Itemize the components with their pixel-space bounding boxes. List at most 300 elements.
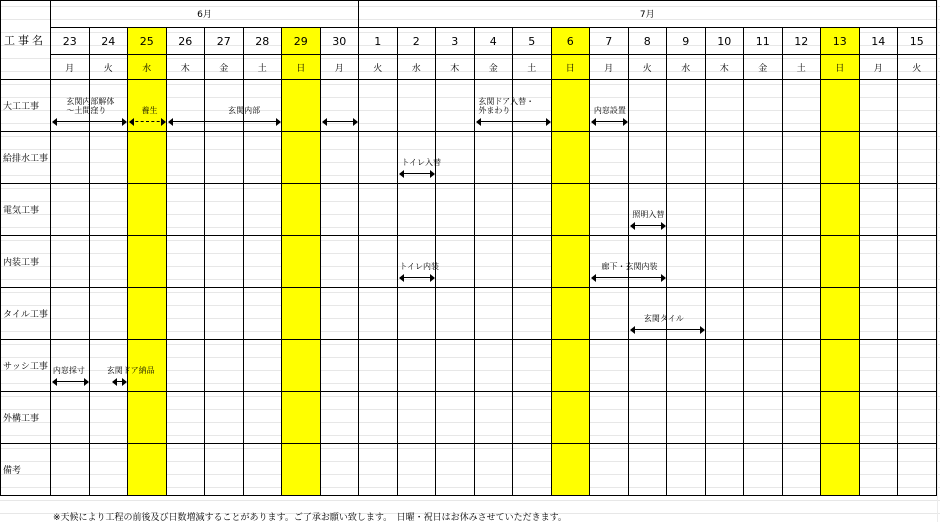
weekday-label: 火 <box>642 63 652 74</box>
weekday-cell <box>51 55 90 80</box>
schedule-cell <box>205 444 244 496</box>
task-duration-arrow <box>322 117 359 126</box>
schedule-cell <box>128 444 167 496</box>
task-label: トイレ内装 <box>399 262 440 271</box>
schedule-cell <box>860 236 899 288</box>
schedule-cell <box>90 288 129 340</box>
weekday-label: 月 <box>334 63 344 74</box>
schedule-cell <box>51 184 90 236</box>
weekday-label: 金 <box>488 63 498 74</box>
schedule-cell <box>783 340 822 392</box>
weekday-label: 土 <box>257 63 267 74</box>
schedule-cell <box>167 236 206 288</box>
schedule-cell <box>552 80 591 132</box>
month-cell-july <box>359 0 937 28</box>
weekday-cell <box>205 55 244 80</box>
schedule-cell <box>629 132 668 184</box>
schedule-cell <box>167 340 206 392</box>
schedule-cell <box>282 132 321 184</box>
date-number: 10 <box>717 34 732 48</box>
date-cell <box>244 28 283 55</box>
weekday-cell <box>783 55 822 80</box>
trade-name-cell <box>0 392 51 444</box>
schedule-cell <box>359 80 398 132</box>
schedule-cell <box>821 184 860 236</box>
weekday-cell <box>744 55 783 80</box>
weekday-cell <box>359 55 398 80</box>
schedule-cell <box>90 132 129 184</box>
schedule-cell <box>244 184 283 236</box>
schedule-cell <box>590 444 629 496</box>
schedule-cell <box>359 288 398 340</box>
date-number: 3 <box>451 34 459 48</box>
task-label: 玄関ドア入替・ 外まわり <box>478 97 535 115</box>
trade-name: タイル工事 <box>3 310 48 320</box>
date-number: 26 <box>178 34 193 48</box>
weekday-label: 日 <box>835 63 845 74</box>
schedule-cell <box>744 184 783 236</box>
date-number: 2 <box>412 34 420 48</box>
schedule-cell <box>128 236 167 288</box>
task-duration-arrow <box>476 117 551 126</box>
schedule-cell <box>282 392 321 444</box>
schedule-cell <box>244 392 283 444</box>
date-cell <box>552 28 591 55</box>
date-cell <box>629 28 668 55</box>
trade-name-cell <box>0 184 51 236</box>
schedule-cell <box>51 392 90 444</box>
date-cell <box>51 28 90 55</box>
task-duration-arrow <box>630 325 705 334</box>
schedule-cell <box>475 444 514 496</box>
schedule-cell <box>205 132 244 184</box>
weekday-cell <box>860 55 899 80</box>
date-number: 14 <box>871 34 886 48</box>
weekday-label: 月 <box>604 63 614 74</box>
schedule-cell <box>128 184 167 236</box>
schedule-cell <box>359 184 398 236</box>
schedule-cell <box>359 132 398 184</box>
task-duration-arrow <box>129 117 166 126</box>
weekday-label: 金 <box>758 63 768 74</box>
schedule-cell <box>282 236 321 288</box>
schedule-cell <box>436 392 475 444</box>
trade-name-cell <box>0 132 51 184</box>
schedule-cell <box>783 444 822 496</box>
trade-name: 内装工事 <box>3 258 40 268</box>
schedule-cell <box>898 184 937 236</box>
schedule-cell <box>321 184 360 236</box>
schedule-cell <box>860 184 899 236</box>
schedule-cell <box>860 340 899 392</box>
schedule-cell <box>706 288 745 340</box>
schedule-cell <box>552 236 591 288</box>
weekday-label: 月 <box>873 63 883 74</box>
schedule-cell <box>475 288 514 340</box>
weekday-label: 土 <box>796 63 806 74</box>
schedule-cell <box>590 392 629 444</box>
schedule-cell <box>167 288 206 340</box>
weekday-cell <box>167 55 206 80</box>
weekday-cell <box>128 55 167 80</box>
date-cell <box>475 28 514 55</box>
schedule-cell <box>821 444 860 496</box>
schedule-cell <box>898 392 937 444</box>
schedule-cell <box>244 132 283 184</box>
schedule-cell <box>282 444 321 496</box>
schedule-cell <box>244 288 283 340</box>
schedule-cell <box>744 444 783 496</box>
schedule-cell <box>744 288 783 340</box>
schedule-cell <box>744 80 783 132</box>
task-label: 玄関内部 <box>228 106 261 115</box>
weekday-label: 火 <box>103 63 113 74</box>
schedule-cell <box>398 392 437 444</box>
footnote: ※天候により工程の前後及び日数増減することがあります。ご了承お願い致します。 日曜・祝日はお休みさせていただきます。 <box>53 513 567 523</box>
schedule-cell <box>898 340 937 392</box>
task-label: トイレ入替 <box>401 158 441 167</box>
schedule-cell <box>51 444 90 496</box>
date-number: 27 <box>216 34 231 48</box>
weekday-label: 木 <box>450 63 460 74</box>
schedule-cell <box>898 288 937 340</box>
schedule-cell <box>436 444 475 496</box>
schedule-cell <box>783 80 822 132</box>
weekday-label: 月 <box>65 63 75 74</box>
schedule-cell <box>706 80 745 132</box>
schedule-cell <box>475 392 514 444</box>
task-duration-arrow <box>591 117 628 126</box>
schedule-cell <box>590 340 629 392</box>
date-number: 28 <box>255 34 270 48</box>
schedule-cell <box>205 236 244 288</box>
schedule-cell <box>860 392 899 444</box>
schedule-cell <box>706 392 745 444</box>
schedule-cell <box>821 80 860 132</box>
schedule-cell <box>205 392 244 444</box>
schedule-cell <box>590 184 629 236</box>
schedule-cell <box>398 184 437 236</box>
task-label: 内窓採寸 <box>52 366 85 375</box>
schedule-cell <box>167 392 206 444</box>
schedule-cell <box>282 184 321 236</box>
schedule-cell <box>282 340 321 392</box>
task-label: 照明入替 <box>632 210 665 219</box>
schedule-cell <box>90 444 129 496</box>
date-number: 24 <box>101 34 116 48</box>
task-label: 玄関タイル <box>643 314 684 323</box>
date-cell <box>898 28 937 55</box>
schedule-cell <box>128 288 167 340</box>
schedule-cell <box>552 392 591 444</box>
month-cell-june <box>51 0 359 28</box>
schedule-cell <box>90 236 129 288</box>
weekday-cell <box>475 55 514 80</box>
schedule-cell <box>629 444 668 496</box>
weekday-cell <box>321 55 360 80</box>
date-cell <box>90 28 129 55</box>
schedule-cell <box>667 392 706 444</box>
schedule-cell <box>244 340 283 392</box>
schedule-cell <box>667 132 706 184</box>
trade-name: 大工工事 <box>3 102 40 112</box>
weekday-cell <box>706 55 745 80</box>
schedule-cell <box>821 132 860 184</box>
date-cell <box>205 28 244 55</box>
schedule-cell <box>359 392 398 444</box>
schedule-cell <box>321 236 360 288</box>
schedule-cell <box>629 392 668 444</box>
schedule-cell <box>128 392 167 444</box>
weekday-cell <box>552 55 591 80</box>
schedule-cell <box>167 132 206 184</box>
schedule-cell <box>667 340 706 392</box>
month-label: 6月 <box>197 10 212 20</box>
task-label: 玄関内部解体 ～土間窪り <box>66 97 115 115</box>
task-duration-arrow <box>112 377 127 386</box>
weekday-cell <box>590 55 629 80</box>
schedule-cell <box>282 288 321 340</box>
date-number: 25 <box>139 34 154 48</box>
schedule-cell <box>398 80 437 132</box>
weekday-label: 火 <box>373 63 383 74</box>
schedule-cell <box>552 288 591 340</box>
schedule-cell <box>552 184 591 236</box>
task-duration-arrow <box>52 117 127 126</box>
date-number: 12 <box>794 34 809 48</box>
schedule-cell <box>860 444 899 496</box>
schedule-cell <box>629 340 668 392</box>
weekday-label: 水 <box>681 63 691 74</box>
schedule-cell <box>706 132 745 184</box>
date-cell <box>590 28 629 55</box>
schedule-cell <box>359 340 398 392</box>
schedule-cell <box>513 132 552 184</box>
date-cell <box>513 28 552 55</box>
trade-name: サッシ工事 <box>3 362 48 372</box>
weekday-cell <box>629 55 668 80</box>
task-duration-arrow <box>591 273 666 282</box>
date-number: 5 <box>528 34 536 48</box>
weekday-cell <box>436 55 475 80</box>
background-gridline <box>0 500 940 501</box>
date-number: 23 <box>62 34 77 48</box>
date-number: 1 <box>374 34 382 48</box>
date-cell <box>744 28 783 55</box>
schedule-cell <box>513 340 552 392</box>
schedule-cell <box>706 340 745 392</box>
schedule-cell <box>667 236 706 288</box>
date-number: 13 <box>832 34 847 48</box>
schedule-cell <box>167 444 206 496</box>
date-cell <box>667 28 706 55</box>
schedule-cell <box>51 132 90 184</box>
schedule-cell <box>629 80 668 132</box>
date-number: 7 <box>605 34 613 48</box>
weekday-label: 木 <box>180 63 190 74</box>
schedule-cell <box>398 288 437 340</box>
schedule-cell <box>667 80 706 132</box>
date-cell <box>783 28 822 55</box>
schedule-cell <box>513 288 552 340</box>
schedule-cell <box>398 340 437 392</box>
weekday-label: 土 <box>527 63 537 74</box>
weekday-cell <box>667 55 706 80</box>
schedule-cell <box>552 444 591 496</box>
task-label: 養生 <box>141 106 158 115</box>
schedule-cell <box>321 444 360 496</box>
schedule-cell <box>552 340 591 392</box>
weekday-label: 日 <box>296 63 306 74</box>
task-duration-arrow <box>168 117 282 126</box>
schedule-cell <box>321 288 360 340</box>
schedule-cell <box>706 184 745 236</box>
weekday-cell <box>898 55 937 80</box>
schedule-cell <box>590 132 629 184</box>
schedule-cell <box>706 236 745 288</box>
schedule-cell <box>744 392 783 444</box>
schedule-cell <box>90 392 129 444</box>
schedule-cell <box>359 236 398 288</box>
task-label: 廊下・玄関内装 <box>601 262 658 271</box>
schedule-cell <box>51 236 90 288</box>
date-cell <box>436 28 475 55</box>
schedule-cell <box>359 444 398 496</box>
trade-name-cell <box>0 340 51 392</box>
task-label: 内窓設置 <box>593 106 626 115</box>
schedule-cell <box>436 340 475 392</box>
schedule-cell <box>436 288 475 340</box>
schedule-cell <box>667 184 706 236</box>
schedule-cell <box>282 80 321 132</box>
date-number: 6 <box>566 34 574 48</box>
schedule-cell <box>475 340 514 392</box>
schedule-cell <box>205 340 244 392</box>
schedule-cell <box>436 132 475 184</box>
task-duration-arrow <box>399 169 436 178</box>
task-label: 玄関ドア納品 <box>106 366 155 375</box>
schedule-cell <box>783 392 822 444</box>
schedule-cell <box>321 392 360 444</box>
schedule-cell <box>860 288 899 340</box>
schedule-cell <box>51 288 90 340</box>
weekday-label: 水 <box>142 63 152 74</box>
date-number: 9 <box>682 34 690 48</box>
schedule-cell <box>821 340 860 392</box>
weekday-label: 水 <box>411 63 421 74</box>
date-cell <box>282 28 321 55</box>
schedule-cell <box>167 184 206 236</box>
date-number: 11 <box>755 34 770 48</box>
weekday-cell <box>398 55 437 80</box>
schedule-cell <box>513 236 552 288</box>
schedule-cell <box>860 80 899 132</box>
trade-name-cell <box>0 288 51 340</box>
weekday-cell <box>244 55 283 80</box>
schedule-cell <box>552 132 591 184</box>
schedule-cell <box>513 184 552 236</box>
schedule-cell <box>783 184 822 236</box>
schedule-cell <box>898 80 937 132</box>
weekday-label: 火 <box>912 63 922 74</box>
weekday-label: 日 <box>565 63 575 74</box>
weekday-cell <box>282 55 321 80</box>
schedule-cell <box>321 340 360 392</box>
schedule-cell <box>244 444 283 496</box>
date-cell <box>128 28 167 55</box>
schedule-cell <box>513 444 552 496</box>
schedule-cell <box>205 184 244 236</box>
trade-name: 外構工事 <box>3 414 40 424</box>
background-column-line <box>937 0 938 522</box>
header-label-cell <box>0 0 51 80</box>
schedule-cell <box>783 236 822 288</box>
trade-name: 給排水工事 <box>3 154 49 164</box>
trade-name-cell <box>0 80 51 132</box>
month-label: 7月 <box>639 10 655 20</box>
schedule-cell <box>821 288 860 340</box>
schedule-cell <box>783 132 822 184</box>
schedule-cell <box>667 444 706 496</box>
task-duration-arrow <box>399 273 436 282</box>
date-number: 30 <box>332 34 347 48</box>
schedule-cell <box>744 132 783 184</box>
schedule-cell <box>821 392 860 444</box>
schedule-cell <box>590 288 629 340</box>
schedule-cell <box>475 236 514 288</box>
date-cell <box>860 28 899 55</box>
date-number: 29 <box>293 34 308 48</box>
schedule-cell <box>128 132 167 184</box>
date-cell <box>321 28 360 55</box>
schedule-cell <box>90 184 129 236</box>
schedule-cell <box>860 132 899 184</box>
schedule-cell <box>744 340 783 392</box>
date-number: 15 <box>909 34 924 48</box>
trade-name: 電気工事 <box>3 206 40 216</box>
weekday-cell <box>513 55 552 80</box>
header-label: 工事名 <box>4 33 46 47</box>
weekday-cell <box>821 55 860 80</box>
trade-name: 備考 <box>3 466 22 476</box>
task-duration-arrow <box>52 377 89 386</box>
schedule-cell <box>744 236 783 288</box>
schedule-cell <box>898 132 937 184</box>
weekday-cell <box>90 55 129 80</box>
trade-name-cell <box>0 444 51 496</box>
date-number: 4 <box>489 34 497 48</box>
schedule-cell <box>898 444 937 496</box>
weekday-label: 金 <box>219 63 229 74</box>
schedule-cell <box>783 288 822 340</box>
date-cell <box>359 28 398 55</box>
schedule-cell <box>436 80 475 132</box>
weekday-label: 木 <box>719 63 729 74</box>
schedule-cell <box>436 184 475 236</box>
schedule-cell <box>475 184 514 236</box>
date-cell <box>398 28 437 55</box>
schedule-cell <box>706 444 745 496</box>
schedule-cell <box>898 236 937 288</box>
trade-name-cell <box>0 236 51 288</box>
date-number: 8 <box>643 34 651 48</box>
date-cell <box>167 28 206 55</box>
schedule-cell <box>821 236 860 288</box>
task-duration-arrow <box>630 221 667 230</box>
schedule-cell <box>513 392 552 444</box>
date-cell <box>821 28 860 55</box>
date-cell <box>706 28 745 55</box>
